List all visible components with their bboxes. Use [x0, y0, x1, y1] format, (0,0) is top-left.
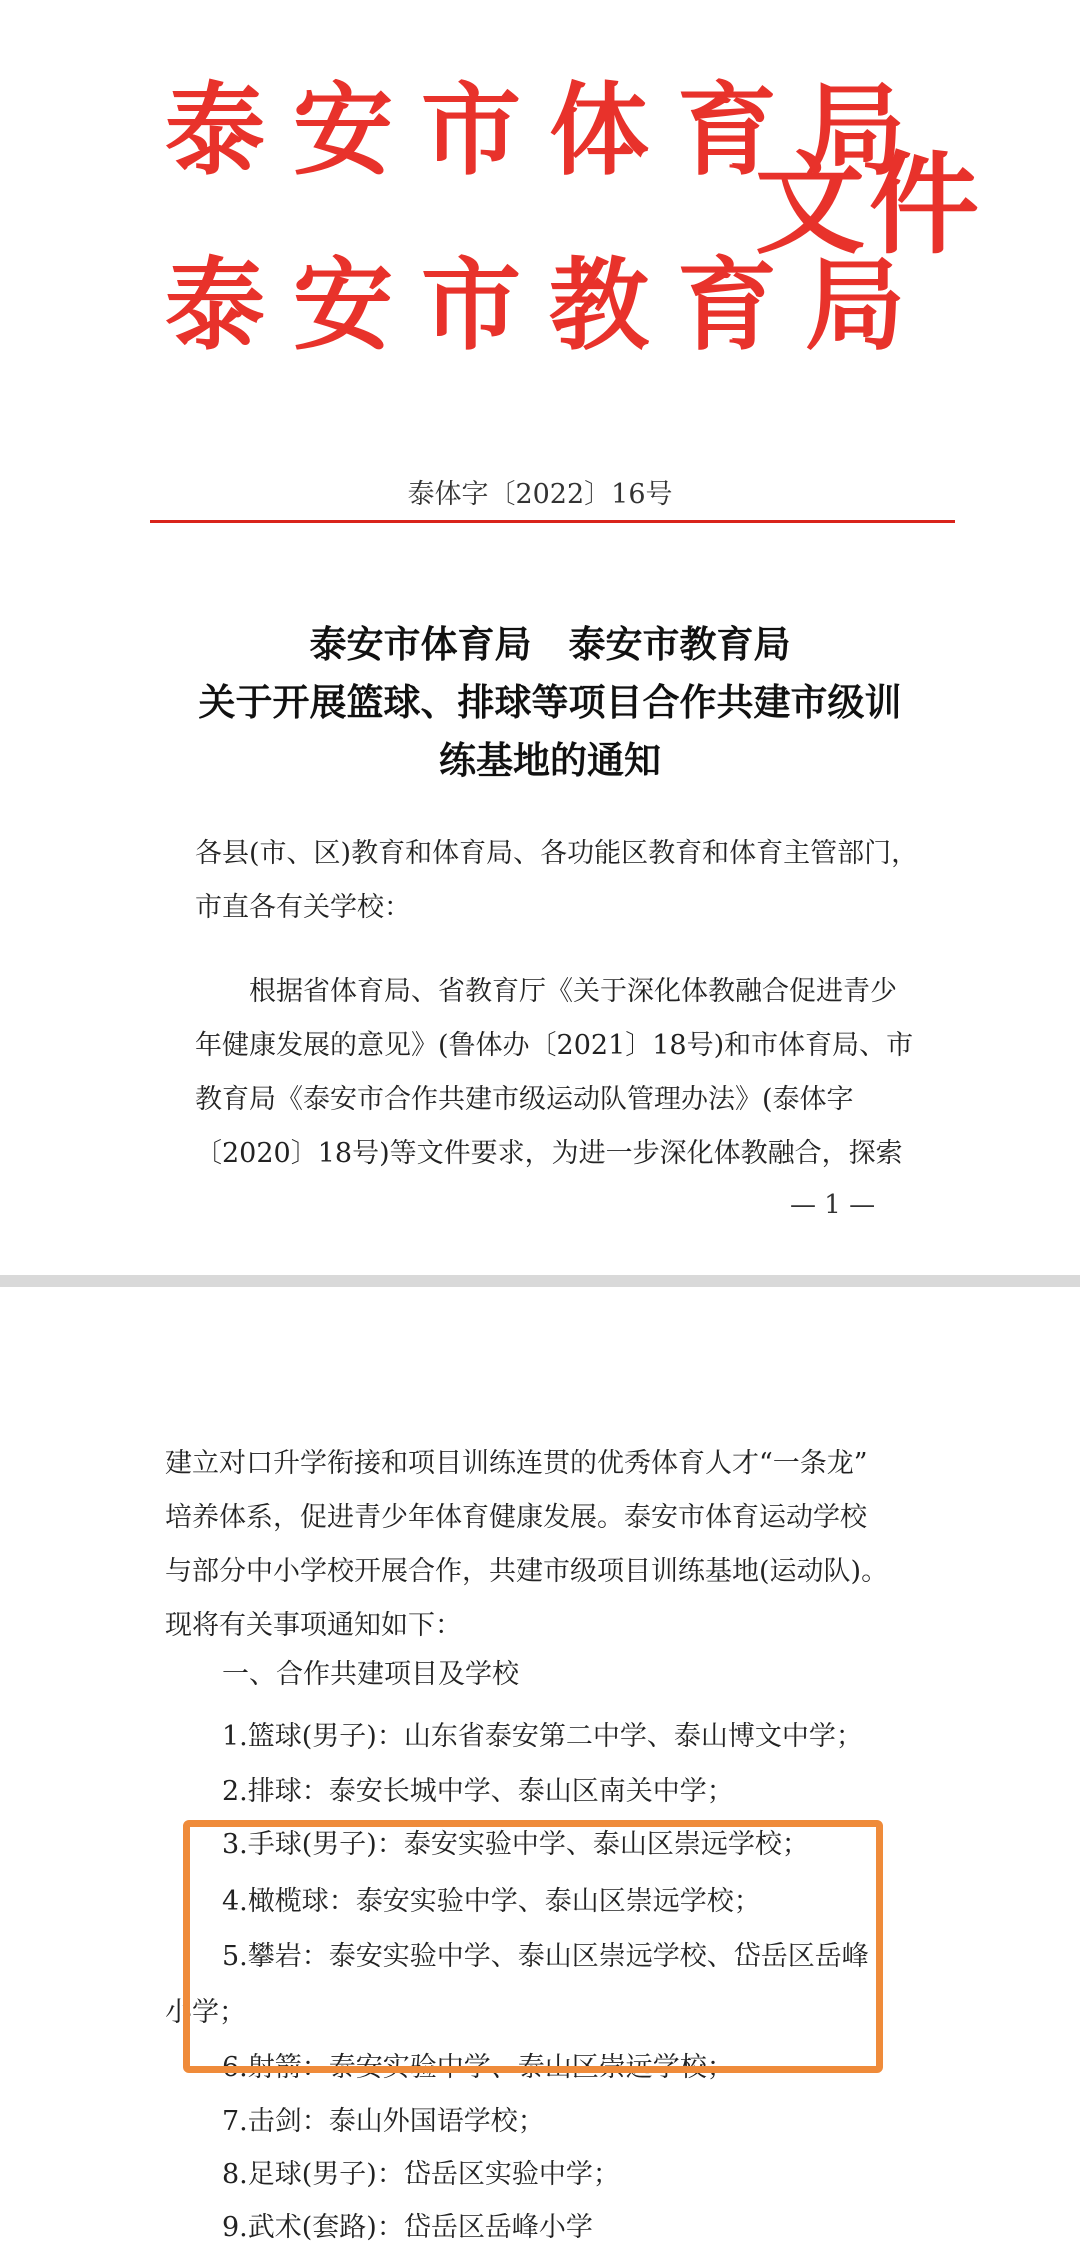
title-line-3: 练基地的通知	[439, 738, 661, 782]
basis-line-3: 教育局《泰安市合作共建市级运动队管理办法》(泰体字	[195, 1084, 854, 1115]
basis-line-1: 根据省体育局、省教育厅《关于深化体教融合促进青少	[195, 976, 897, 1007]
list-item: 6.射箭：泰安实验中学、泰山区崇远学校；	[222, 2052, 734, 2083]
purpose-line-3: 与部分中小学校开展合作，共建市级项目训练基地(运动队)。	[165, 1556, 889, 1587]
purpose-line-4: 现将有关事项通知如下：	[165, 1610, 462, 1641]
list-item: 3.手球(男子)：泰安实验中学、泰山区崇远学校；	[222, 1829, 809, 1860]
basis-paragraph	[195, 965, 913, 1181]
basis-line-2: 年健康发展的意见》(鲁体办〔2021〕18号)和市体育局、市	[195, 1030, 914, 1061]
list-item: 9.武术(套路)：岱岳区岳峰小学	[222, 2212, 593, 2243]
document-page-2	[0, 1287, 1080, 2243]
document-title	[150, 615, 950, 789]
header-document-word: 文件	[755, 140, 983, 269]
red-divider-rule	[150, 520, 955, 523]
basis-line-4: 〔2020〕18号)等文件要求，为进一步深化体教融合，探索	[195, 1138, 903, 1169]
addressee-line-1: 各县(市、区)教育和体育局、各功能区教育和体育主管部门，	[195, 838, 919, 869]
page-separator	[0, 1275, 1080, 1287]
title-line-2: 关于开展篮球、排球等项目合作共建市级训	[198, 680, 902, 724]
list-item: 8.足球(男子)：岱岳区实验中学；	[222, 2159, 620, 2190]
list-item: 4.橄榄球：泰安实验中学、泰山区崇远学校；	[222, 1886, 761, 1917]
header-issuer-education-bureau: 泰安市教育局	[165, 246, 933, 364]
section-heading-1: 一、合作共建项目及学校	[222, 1659, 519, 1690]
list-item: 5.攀岩：泰安实验中学、泰山区崇远学校、岱岳区岳峰	[222, 1941, 869, 1972]
list-item: 1.篮球(男子)：山东省泰安第二中学、泰山博文中学；	[222, 1721, 863, 1752]
purpose-paragraph	[165, 1437, 888, 1653]
addressee-line-2: 市直各有关学校：	[195, 892, 411, 923]
document-number: 泰体字〔2022〕16号	[407, 479, 673, 510]
title-line-1: 泰安市体育局 泰安市教育局	[309, 622, 791, 666]
list-item: 7.击剑：泰山外国语学校；	[222, 2106, 545, 2137]
page-number: — 1 —	[790, 1190, 876, 1220]
header-issuer-sports-bureau: 泰安市体育局	[165, 71, 933, 189]
list-item: 2.排球：泰安长城中学、泰山区南关中学；	[222, 1776, 734, 1807]
list-item-continuation: 小学；	[165, 1997, 246, 2028]
purpose-line-1: 建立对口升学衔接和项目训练连贯的优秀体育人才“一条龙”	[165, 1448, 868, 1479]
purpose-line-2: 培养体系，促进青少年体育健康发展。泰安市体育运动学校	[165, 1502, 867, 1533]
addressee-paragraph	[195, 827, 918, 935]
